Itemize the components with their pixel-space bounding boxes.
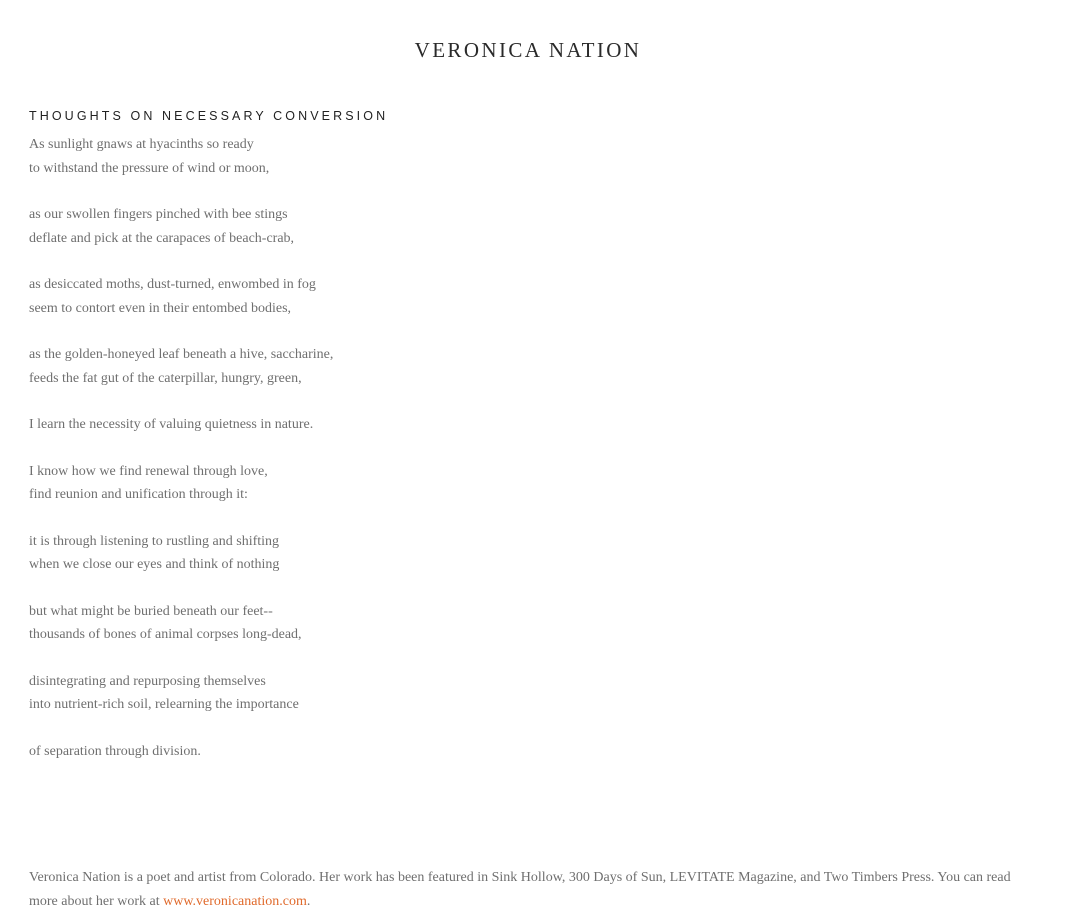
poem-body [29,133,729,786]
stanza-1 [29,133,729,180]
poem-line: disintegrating and repurposing themselves [29,673,266,689]
poem-line: I learn the necessity of valuing quietness in nature. [29,417,314,432]
poem-line: as desiccated moths, dust-turned, enwombed in fog [29,277,316,292]
poem-line: to withstand the pressure of wind or moon, [29,160,270,176]
stanza-5 [29,413,729,437]
stanza-6 [29,460,729,507]
poem-line: deflate and pick at the carapaces of beach-crab, [29,230,295,246]
author-website-link[interactable]: www.veronicanation.com [163,893,307,909]
poem-line: it is through listening to rustling and shifting [29,533,280,549]
poem-title: THOUGHTS ON NECESSARY CONVERSION [29,109,389,123]
stanza-3 [29,273,729,320]
poem-line: when we close our eyes and think of nothing [29,557,280,572]
poem-line: seem to contort even in their entombed bodies, [29,300,292,316]
poem-line: into nutrient-rich soil, relearning the importance [29,697,299,712]
stanza-9 [29,670,729,717]
stanza-8 [29,600,729,647]
bio-trailing: . [306,893,311,909]
poem-line: as the golden-honeyed leaf beneath a hive, saccharine, [29,347,334,362]
stanza-2 [29,203,729,250]
poem-line: but what might be buried beneath our feet-- [29,603,273,619]
poem-line: As sunlight gnaws at hyacinths so ready [29,137,254,152]
stanza-4 [29,343,729,390]
poem-line: as our swollen fingers pinched with bee stings [29,207,288,222]
poem-line: thousands of bones of animal corpses long-dead, [29,627,302,642]
poem-line: I know how we find renewal through love, [29,463,268,479]
poem-line: feeds the fat gut of the caterpillar, hungry, green, [29,370,302,386]
stanza-7 [29,530,729,577]
author-name: VERONICA NATION [414,38,642,62]
poem-line: of separation through division. [29,743,201,759]
author-bio [29,866,1039,913]
stanza-10 [29,740,729,764]
bio-text: Veronica Nation is a poet and artist from Colorado. Her work has been featured in Sink Hollow, 300 Days of Sun, LEVITATE Magazine, and Two Timbers Press. You can read more about her work at [29,870,1011,909]
poem-line: find reunion and unification through it: [29,487,248,502]
